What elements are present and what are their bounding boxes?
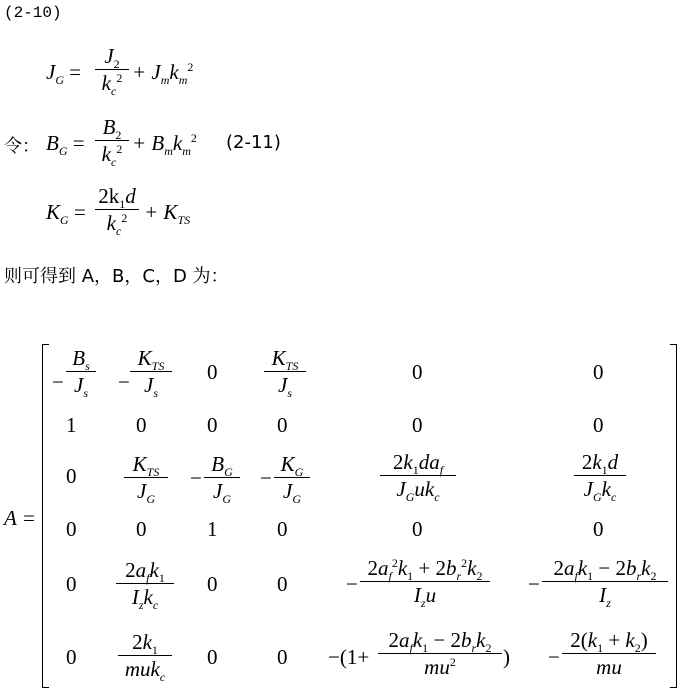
a52-fraction: $2a_fk_1$ $I_zk_c$ [116,558,174,609]
a66-sign: − [548,645,560,669]
a51: 0 [66,572,77,596]
a25: 0 [412,413,423,437]
equation-kg-lhs: $K_G$ = [46,200,86,228]
a24: 0 [277,413,288,437]
a44: 0 [277,517,288,541]
a62-fraction: $2k_1$ muk$_c$ [118,630,172,681]
a55-sign: − [346,572,358,596]
a22: 0 [136,413,147,437]
sentence-abcd: 则可得到 A，B，C，D 为： [4,266,229,287]
equation-bg-lhs: $B_G$ = [46,131,85,159]
equation-jg-lhs: $J_G$ = [46,60,82,88]
a56-sign: − [528,572,540,596]
a33-fraction: $B_G$ $J_G$ [204,452,240,503]
a61: 0 [66,645,77,669]
a12-fraction: $K_{TS}$ $J_s$ [130,346,172,397]
matrix-left-bracket [42,344,49,688]
a56-fraction: $2a_fk_1 - 2b_rk_2$ $I_z$ [542,556,668,607]
matrix-a-lhs: A = [4,506,36,530]
a23: 0 [207,413,218,437]
a12: − [118,370,130,394]
equation-kg-tail: + $K_{TS}$ [144,200,191,228]
a34: − [260,466,272,490]
equation-bg-fraction: $B_2$ $k_c^2$ [95,115,129,166]
a13: 0 [207,360,218,384]
a33: − [190,466,202,490]
equation-number-2-11: (2-11) [226,132,281,153]
a26: 0 [593,413,604,437]
a54: 0 [277,572,288,596]
a32-fraction: $K_{TS}$ $J_G$ [124,452,168,503]
a65-prefix: −(1+ [328,645,370,669]
equation-jg-tail: + $J_mk_m^2$ [132,60,194,88]
equation-bg-tail: + $B_mk_m^2$ [132,131,197,159]
a53: 0 [207,572,218,596]
a42: 0 [136,517,147,541]
equation-kg-fraction: $2k_1d$ $k_c^2$ [95,184,139,235]
a41: 0 [66,517,77,541]
a65-fraction: $2a_fk_1 - 2b_rk_2$ $mu^2$ [378,628,502,679]
a64: 0 [277,645,288,669]
a34-fraction: $K_G$ $J_G$ [274,452,310,503]
a35-fraction: $2k_1da_f$ $J_Guk_c$ [380,450,456,501]
equation-jg-fraction: $J_2$ $k_c^2$ [95,44,129,95]
equation-number-2-10: (2-10) [4,4,62,22]
a36-fraction: $2k_1d$ $J_Gk_c$ [574,450,626,501]
matrix-right-bracket [670,344,677,688]
a14-fraction: $K_{TS}$ $J_s$ [264,346,306,397]
a11-fraction: $B_s$ $J_s$ [66,346,96,397]
a21: 1 [66,413,77,437]
a11: − [52,370,64,394]
a45: 0 [412,517,423,541]
a66-fraction: $2(k_1 + k_2)$ mu [562,628,656,679]
a15: 0 [412,360,423,384]
ling-label: 令： [4,136,40,157]
a31: 0 [66,464,77,488]
a63: 0 [207,645,218,669]
a55-fraction: $2a_f^2k_1 + 2b_r^2k_2$ $I_zu$ [360,556,490,607]
a16: 0 [593,360,604,384]
a43: 1 [207,517,218,541]
a65-suffix: ) [503,645,510,669]
a46: 0 [593,517,604,541]
